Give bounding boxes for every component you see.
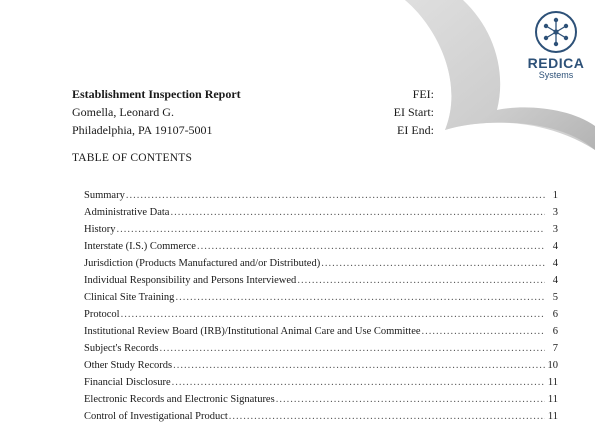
toc-leader-dots [422,323,545,340]
report-identifiers [370,85,434,139]
toc-entry[interactable] [84,255,558,272]
toc-entry-page: 11 [547,394,558,405]
logo-subtitle: Systems [538,70,574,80]
toc-entry-label: Control of Investigational Product [84,411,228,422]
toc-entry[interactable] [84,391,558,408]
toc-entry-label: Financial Disclosure [84,377,171,388]
logo-name: REDICA [527,55,585,71]
toc-entry-page: 7 [552,343,558,354]
toc-entry-label: Institutional Review Board (IRB)/Institutional Animal Care and Use Committee [84,326,421,337]
toc-entry-page: 1 [552,190,558,201]
ei-end-label: EI End: [397,123,434,137]
toc-entry-label: Other Study Records [84,360,173,371]
toc-leader-dots [175,289,545,306]
toc-leader-dots [160,340,545,357]
toc-entry-label: Subject's Records [84,343,159,354]
toc-entry-label: Summary [84,190,125,201]
toc-leader-dots [276,391,545,408]
toc-entry-label: Administrative Data [84,207,170,218]
toc-leader-dots [229,408,545,425]
toc-entry[interactable] [84,306,558,323]
toc-entry-label: Jurisdiction (Products Manufactured and/or Distributed) [84,258,321,269]
toc-entry-page: 3 [552,224,558,235]
toc-leader-dots [121,306,545,323]
toc-entry-page: 4 [552,275,558,286]
address: Philadelphia, PA 19107-5001 [72,123,213,137]
toc-entry[interactable] [84,340,558,357]
toc-entry[interactable] [84,357,558,374]
toc-entry-page: 11 [547,377,558,388]
toc-entry[interactable] [84,323,558,340]
toc-entry-page: 6 [552,309,558,320]
toc-entry[interactable] [84,221,558,238]
toc-entry-label: Individual Responsibility and Persons Interviewed [84,275,297,286]
toc-leader-dots [117,221,546,238]
toc-leader-dots [321,255,545,272]
toc-entry-page: 5 [552,292,558,303]
inspected-person: Gomella, Leonard G. [72,105,174,119]
report-header [72,85,241,139]
toc-entry[interactable] [84,238,558,255]
toc-entry[interactable] [84,408,558,425]
toc-entry-label: Electronic Records and Electronic Signatures [84,394,275,405]
fei-label: FEI: [412,87,434,101]
toc-leader-dots [126,187,545,204]
toc-entry-label: Interstate (I.S.) Commerce [84,241,196,252]
toc-entry-page: 4 [552,258,558,269]
toc-heading: TABLE OF CONTENTS [72,152,193,164]
toc-entry-label: Protocol [84,309,120,320]
toc-leader-dots [197,238,545,255]
redica-logo [521,9,591,79]
toc-leader-dots [297,272,545,289]
ei-start-label: EI Start: [393,105,434,119]
toc-entry[interactable] [84,187,558,204]
toc-entry[interactable] [84,204,558,221]
toc-entry-page: 10 [547,360,558,371]
toc-entry[interactable] [84,289,558,306]
table-of-contents [84,187,558,425]
toc-entry-label: Clinical Site Training [84,292,175,303]
redica-network-icon [533,9,579,55]
toc-entry[interactable] [84,374,558,391]
toc-entry-page: 4 [552,241,558,252]
toc-leader-dots [170,204,545,221]
toc-entry[interactable] [84,272,558,289]
toc-entry-page: 11 [547,411,558,422]
toc-leader-dots [173,357,545,374]
toc-entry-page: 6 [552,326,558,337]
toc-entry-label: History [84,224,116,235]
report-title: Establishment Inspection Report [72,87,241,101]
toc-leader-dots [172,374,545,391]
toc-entry-page: 3 [552,207,558,218]
